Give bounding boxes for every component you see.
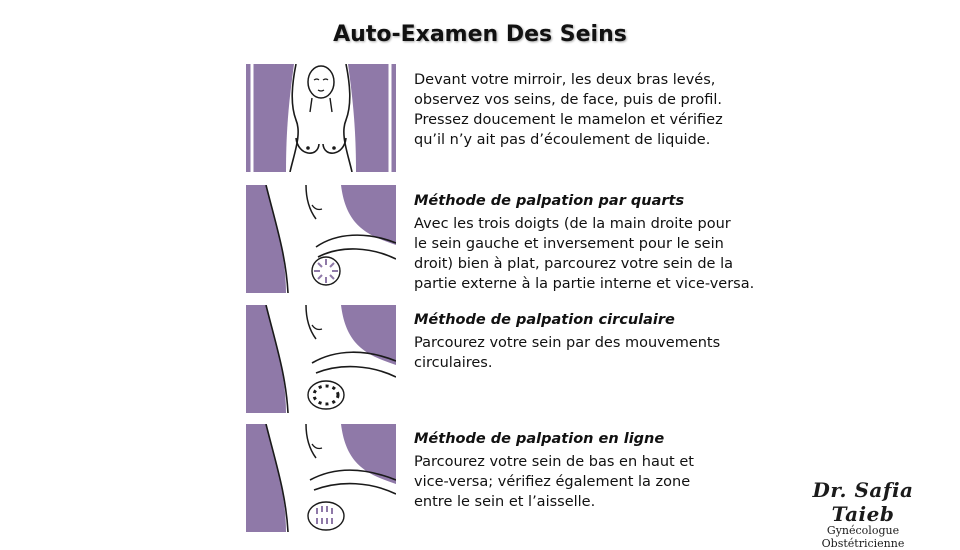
step-1-text: Devant votre mirroir, les deux bras levés, observez vos seins, de face, puis de profil. Pressez doucement le mamelon et vérifiez qu’il n’y ait pas d’écoulement de liquide. [414,72,723,148]
step-3-text: Parcourez votre sein par des mouvements circulaires. [414,335,721,371]
signature-name: Dr. Safia Taieb [812,478,914,526]
illustration-arms-raised [246,64,396,172]
step-4-text: Parcourez votre sein de bas en haut et vice-versa; vérifiez également la zone entre le sein et l’aisselle. [414,454,694,510]
step-1 [414,70,794,150]
page-title: Auto-Examen Des Seins [333,22,627,47]
step-2 [414,191,794,294]
step-3-heading: Méthode de palpation circulaire [414,312,675,328]
step-2-text: Avec les trois doigts (de la main droite pour le sein gauche et inversement pour le sein droit) bien à plat, parcourez votre sein de la partie externe à la partie interne et vice-versa. [414,216,755,292]
step-4 [414,429,794,512]
step-4-heading: Méthode de palpation en ligne [414,431,665,447]
illustration-quarter-palpation [246,185,396,293]
doctor-signature [788,478,938,550]
illustration-circular-palpation [246,305,396,413]
step-2-heading: Méthode de palpation par quarts [414,193,685,209]
step-3 [414,310,794,373]
illustration-line-palpation [246,424,396,532]
signature-role: Gynécologue Obstétricienne [821,524,905,550]
